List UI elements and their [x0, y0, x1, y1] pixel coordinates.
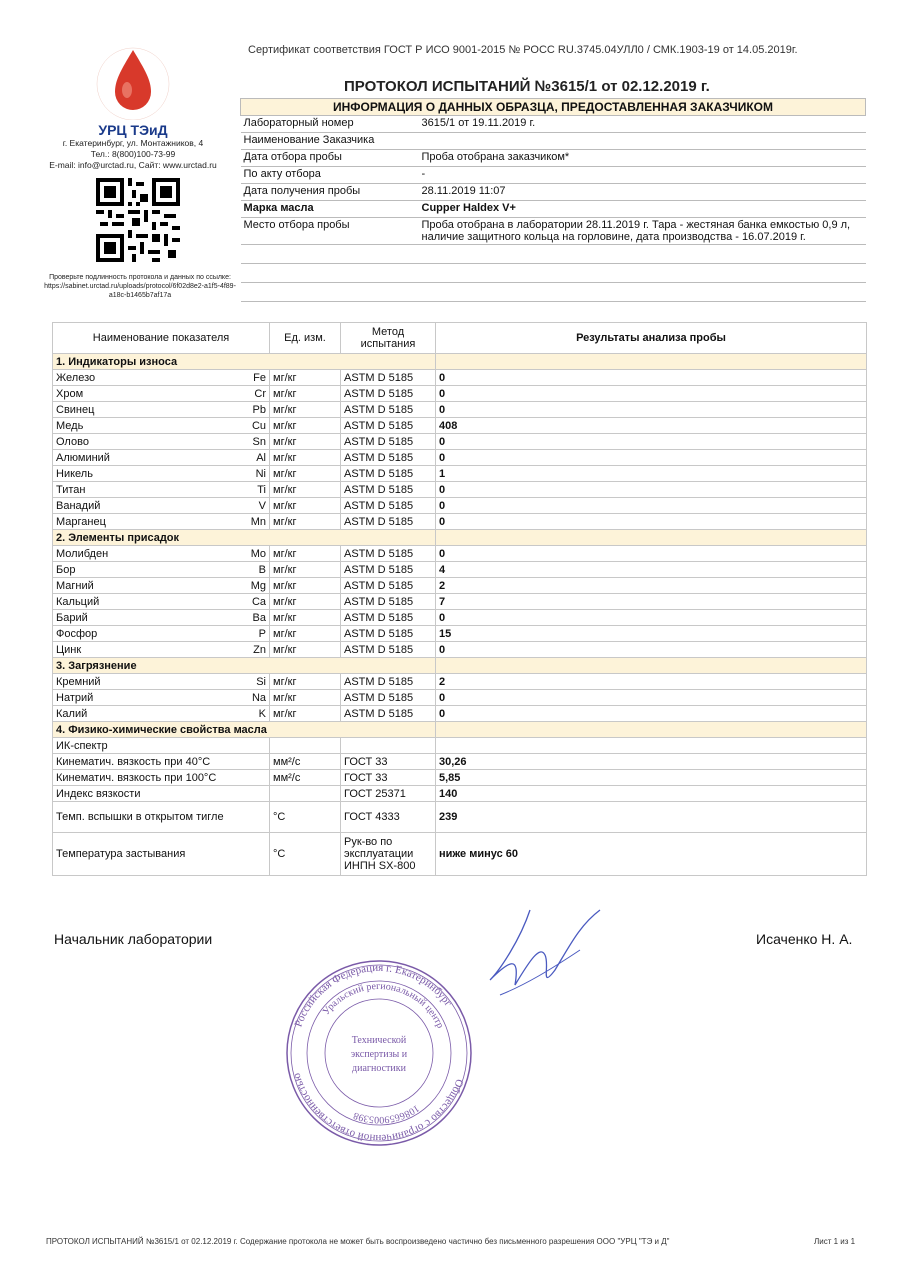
section-title: 3. Загрязнение [53, 658, 436, 674]
result-method: ASTM D 5185 [341, 706, 436, 722]
org-email: E-mail: info@urctad.ru, Сайт: www.urctad.ru [49, 160, 217, 170]
result-unit: мг/кг [270, 610, 341, 626]
result-unit: °С [270, 833, 341, 876]
result-unit: мг/кг [270, 514, 341, 530]
info-row-empty [241, 264, 866, 283]
verify-text: Проверьте подлинность протокола и данных по ссылке: [49, 274, 231, 281]
stamp-center-line: диагностики [352, 1063, 406, 1074]
result-unit: мм²/с [270, 754, 341, 770]
result-value: 0 [436, 610, 867, 626]
verify-url[interactable]: https://sabinet.urctad.ru/uploads/protocol/6f02d8e2-a1f5-4f89-a18c-b1465b7af17a [44, 283, 236, 299]
result-value: 0 [436, 386, 867, 402]
info-value: Cupper Haldex V+ [419, 201, 866, 218]
result-row [53, 562, 867, 578]
result-value: 15 [436, 626, 867, 642]
info-row-empty [241, 283, 866, 302]
result-unit [270, 786, 341, 802]
result-unit: мг/кг [270, 370, 341, 386]
result-method: ГОСТ 33 [341, 754, 436, 770]
col-result-header: Результаты анализа пробы [436, 323, 867, 354]
info-row-empty [241, 245, 866, 264]
result-name: Ванадий [53, 498, 240, 514]
info-row [241, 133, 866, 150]
col-name-header: Наименование показателя [53, 323, 270, 354]
result-unit [270, 738, 341, 754]
official-stamp [284, 958, 474, 1148]
stamp-center-line: экспертизы и [350, 1049, 408, 1060]
result-name: Натрий [53, 690, 240, 706]
section-row [53, 354, 867, 370]
info-value: Проба отобрана в лаборатории 28.11.2019 г. Тара - жестяная банка емкостью 0,9 л, наличие защитного кольца на горловине, дата производства - 16.07.2019 г. [419, 218, 866, 245]
section-row [53, 722, 867, 738]
result-unit: мг/кг [270, 706, 341, 722]
result-name: Магний [53, 578, 240, 594]
result-value [436, 738, 867, 754]
element-symbol [239, 833, 270, 876]
stamp-ring-text: Общество с ограниченной ответственностью [290, 1071, 466, 1145]
result-value: 0 [436, 690, 867, 706]
result-row [53, 546, 867, 562]
stamp-middle-text: Уральский региональный центр [320, 980, 446, 1031]
result-method: ASTM D 5185 [341, 546, 436, 562]
result-value: 1 [436, 466, 867, 482]
result-row [53, 706, 867, 722]
result-row [53, 770, 867, 786]
element-symbol: B [239, 562, 270, 578]
element-symbol: Mg [239, 578, 270, 594]
element-symbol: Cr [239, 386, 270, 402]
section-title: 2. Элементы присадок [53, 530, 436, 546]
element-symbol: Fe [239, 370, 270, 386]
results-header-row [53, 323, 867, 354]
result-method: ASTM D 5185 [341, 402, 436, 418]
result-unit: мг/кг [270, 578, 341, 594]
result-method: ASTM D 5185 [341, 434, 436, 450]
info-value: 3615/1 от 19.11.2019 г. [419, 116, 866, 133]
info-label: По акту отбора [241, 167, 419, 184]
section-title: 1. Индикаторы износа [53, 354, 436, 370]
result-value: 30,26 [436, 754, 867, 770]
col-unit-header: Ед. изм. [270, 323, 341, 354]
result-value: 0 [436, 402, 867, 418]
result-row [53, 754, 867, 770]
result-row [53, 690, 867, 706]
result-row [53, 578, 867, 594]
result-unit: мг/кг [270, 642, 341, 658]
result-value: 0 [436, 514, 867, 530]
result-name: Кинематич. вязкость при 40°С [53, 754, 240, 770]
result-name: Кинематич. вязкость при 100°С [53, 770, 240, 786]
result-name: Кальций [53, 594, 240, 610]
result-name: Марганец [53, 514, 240, 530]
element-symbol: V [239, 498, 270, 514]
result-row [53, 482, 867, 498]
result-value: 239 [436, 802, 867, 833]
sample-info-header: ИНФОРМАЦИЯ О ДАННЫХ ОБРАЗЦА, ПРЕДОСТАВЛЕННАЯ ЗАКАЗЧИКОМ [241, 99, 866, 116]
result-unit: мг/кг [270, 498, 341, 514]
page-number: Лист 1 из 1 [814, 1237, 856, 1246]
result-unit: мг/кг [270, 546, 341, 562]
result-row [53, 626, 867, 642]
result-row [53, 434, 867, 450]
result-method: Рук-во по эксплуатации ИНПН SX-800 [341, 833, 436, 876]
section-row [53, 658, 867, 674]
result-unit: мг/кг [270, 450, 341, 466]
result-row [53, 802, 867, 833]
result-unit: мг/кг [270, 434, 341, 450]
result-value: 0 [436, 434, 867, 450]
result-name: ИК-спектр [53, 738, 240, 754]
info-row [241, 201, 866, 218]
col-method-header: Метод испытания [341, 323, 436, 354]
result-value: 2 [436, 674, 867, 690]
result-row [53, 738, 867, 754]
info-value [419, 133, 866, 150]
info-row [241, 150, 866, 167]
result-unit: мг/кг [270, 626, 341, 642]
element-symbol: Cu [239, 418, 270, 434]
result-row [53, 498, 867, 514]
footer-text: ПРОТОКОЛ ИСПЫТАНИЙ №3615/1 от 02.12.2019 г. Содержание протокола не может быть воспроизведено частично без письменного разрешения ООО "УРЦ "ТЭ и Д" [46, 1237, 670, 1246]
result-method: ASTM D 5185 [341, 674, 436, 690]
result-unit: мг/кг [270, 482, 341, 498]
info-label: Дата отбора пробы [241, 150, 419, 167]
handwritten-signature [470, 900, 610, 1020]
result-name: Титан [53, 482, 240, 498]
result-value: 0 [436, 498, 867, 514]
element-symbol [239, 754, 270, 770]
result-name: Медь [53, 418, 240, 434]
section-title: 4. Физико-химические свойства масла [53, 722, 436, 738]
stamp-number: 1086659005398 [352, 1102, 422, 1126]
result-value: 140 [436, 786, 867, 802]
result-value: 408 [436, 418, 867, 434]
info-value: Проба отобрана заказчиком* [419, 150, 866, 167]
result-value: 7 [436, 594, 867, 610]
info-row [241, 167, 866, 184]
result-unit: мг/кг [270, 562, 341, 578]
result-name: Алюминий [53, 450, 240, 466]
result-method: ГОСТ 33 [341, 770, 436, 786]
result-method: ASTM D 5185 [341, 466, 436, 482]
result-name: Фосфор [53, 626, 240, 642]
result-unit: °С [270, 802, 341, 833]
result-method: ASTM D 5185 [341, 370, 436, 386]
signatory-name: Исаченко Н. А. [756, 931, 853, 947]
result-value: 0 [436, 450, 867, 466]
result-value: 0 [436, 642, 867, 658]
result-row [53, 642, 867, 658]
result-method: ASTM D 5185 [341, 690, 436, 706]
result-row [53, 833, 867, 876]
info-value: - [419, 167, 866, 184]
result-method: ASTM D 5185 [341, 562, 436, 578]
protocol-title: ПРОТОКОЛ ИСПЫТАНИЙ №3615/1 от 02.12.2019 г. [344, 78, 710, 95]
element-symbol: Ca [239, 594, 270, 610]
info-value: 28.11.2019 11:07 [419, 184, 866, 201]
certificate-line: Сертификат соответствия ГОСТ Р ИСО 9001-2015 № РОСС RU.3745.04УЛЛ0 / СМК.1903-19 от 14.05.2019г. [248, 44, 798, 56]
result-method: ASTM D 5185 [341, 626, 436, 642]
element-symbol: Ba [239, 610, 270, 626]
result-method: ASTM D 5185 [341, 642, 436, 658]
element-symbol: Na [239, 690, 270, 706]
result-method: ГОСТ 4333 [341, 802, 436, 833]
result-name: Олово [53, 434, 240, 450]
element-symbol: P [239, 626, 270, 642]
element-symbol: Ni [239, 466, 270, 482]
result-value: 5,85 [436, 770, 867, 786]
element-symbol: Sn [239, 434, 270, 450]
section-row [53, 530, 867, 546]
result-name: Индекс вязкости [53, 786, 240, 802]
result-method: ASTM D 5185 [341, 418, 436, 434]
element-symbol: Mo [239, 546, 270, 562]
info-row [241, 116, 866, 133]
org-address: г. Екатеринбург, ул. Монтажников, 4 [62, 138, 204, 148]
result-method: ASTM D 5185 [341, 482, 436, 498]
stamp-outer-text: Российская Федерация г. Екатеринбург [292, 961, 455, 1029]
result-unit: мг/кг [270, 386, 341, 402]
result-name: Темп. вспышки в открытом тигле [53, 802, 240, 833]
svg-text:1086659005398 [352, 1102, 421, 1125]
result-name: Кремний [53, 674, 240, 690]
signatory-role: Начальник лаборатории [54, 931, 213, 947]
result-value: 4 [436, 562, 867, 578]
info-row [241, 184, 866, 201]
info-row [241, 218, 866, 245]
result-method: ASTM D 5185 [341, 594, 436, 610]
result-name: Свинец [53, 402, 240, 418]
result-row [53, 610, 867, 626]
element-symbol: Si [239, 674, 270, 690]
result-method: ASTM D 5185 [341, 578, 436, 594]
element-symbol: Ti [239, 482, 270, 498]
result-row [53, 386, 867, 402]
element-symbol: Mn [239, 514, 270, 530]
info-label: Лабораторный номер [241, 116, 419, 133]
org-name: УРЦ ТЭиД [98, 122, 168, 138]
result-method: ASTM D 5185 [341, 498, 436, 514]
result-row [53, 418, 867, 434]
element-symbol [239, 770, 270, 786]
result-row [53, 594, 867, 610]
result-row [53, 402, 867, 418]
result-row [53, 514, 867, 530]
element-symbol: Al [239, 450, 270, 466]
info-label: Наименование Заказчика [241, 133, 419, 150]
result-name: Бор [53, 562, 240, 578]
element-symbol: Pb [239, 402, 270, 418]
result-name: Молибден [53, 546, 240, 562]
verify-note [40, 273, 240, 300]
result-name: Хром [53, 386, 240, 402]
result-unit: мг/кг [270, 466, 341, 482]
result-method: ГОСТ 25371 [341, 786, 436, 802]
result-method [341, 738, 436, 754]
result-method: ASTM D 5185 [341, 450, 436, 466]
result-name: Цинк [53, 642, 240, 658]
result-value: ниже минус 60 [436, 833, 867, 876]
element-symbol: Zn [239, 642, 270, 658]
element-symbol [239, 738, 270, 754]
qr-code-icon[interactable] [96, 178, 180, 262]
sample-info-table [240, 98, 866, 302]
info-label: Место отбора пробы [241, 218, 419, 245]
result-unit: мм²/с [270, 770, 341, 786]
org-phone: Тел.: 8(800)100-73-99 [90, 149, 176, 159]
element-symbol: K [239, 706, 270, 722]
result-unit: мг/кг [270, 690, 341, 706]
stamp-center-line: Технической [351, 1035, 407, 1046]
element-symbol [239, 802, 270, 833]
svg-text:Общество с ограниченной ответс [291, 1072, 466, 1144]
result-name: Температура застывания [53, 833, 240, 876]
company-logo-icon [93, 40, 173, 120]
result-value: 2 [436, 578, 867, 594]
result-value: 0 [436, 482, 867, 498]
result-value: 0 [436, 546, 867, 562]
result-row [53, 370, 867, 386]
result-unit: мг/кг [270, 674, 341, 690]
result-value: 0 [436, 370, 867, 386]
result-name: Барий [53, 610, 240, 626]
result-name: Никель [53, 466, 240, 482]
info-label: Дата получения пробы [241, 184, 419, 201]
org-block [28, 40, 238, 171]
info-label: Марка масла [241, 201, 419, 218]
result-name: Железо [53, 370, 240, 386]
result-row [53, 466, 867, 482]
element-symbol [239, 786, 270, 802]
result-row [53, 674, 867, 690]
result-method: ASTM D 5185 [341, 610, 436, 626]
result-unit: мг/кг [270, 594, 341, 610]
result-row [53, 450, 867, 466]
result-unit: мг/кг [270, 402, 341, 418]
result-name: Калий [53, 706, 240, 722]
result-value: 0 [436, 706, 867, 722]
result-row [53, 786, 867, 802]
result-method: ASTM D 5185 [341, 514, 436, 530]
result-unit: мг/кг [270, 418, 341, 434]
result-method: ASTM D 5185 [341, 386, 436, 402]
results-table [52, 322, 867, 876]
